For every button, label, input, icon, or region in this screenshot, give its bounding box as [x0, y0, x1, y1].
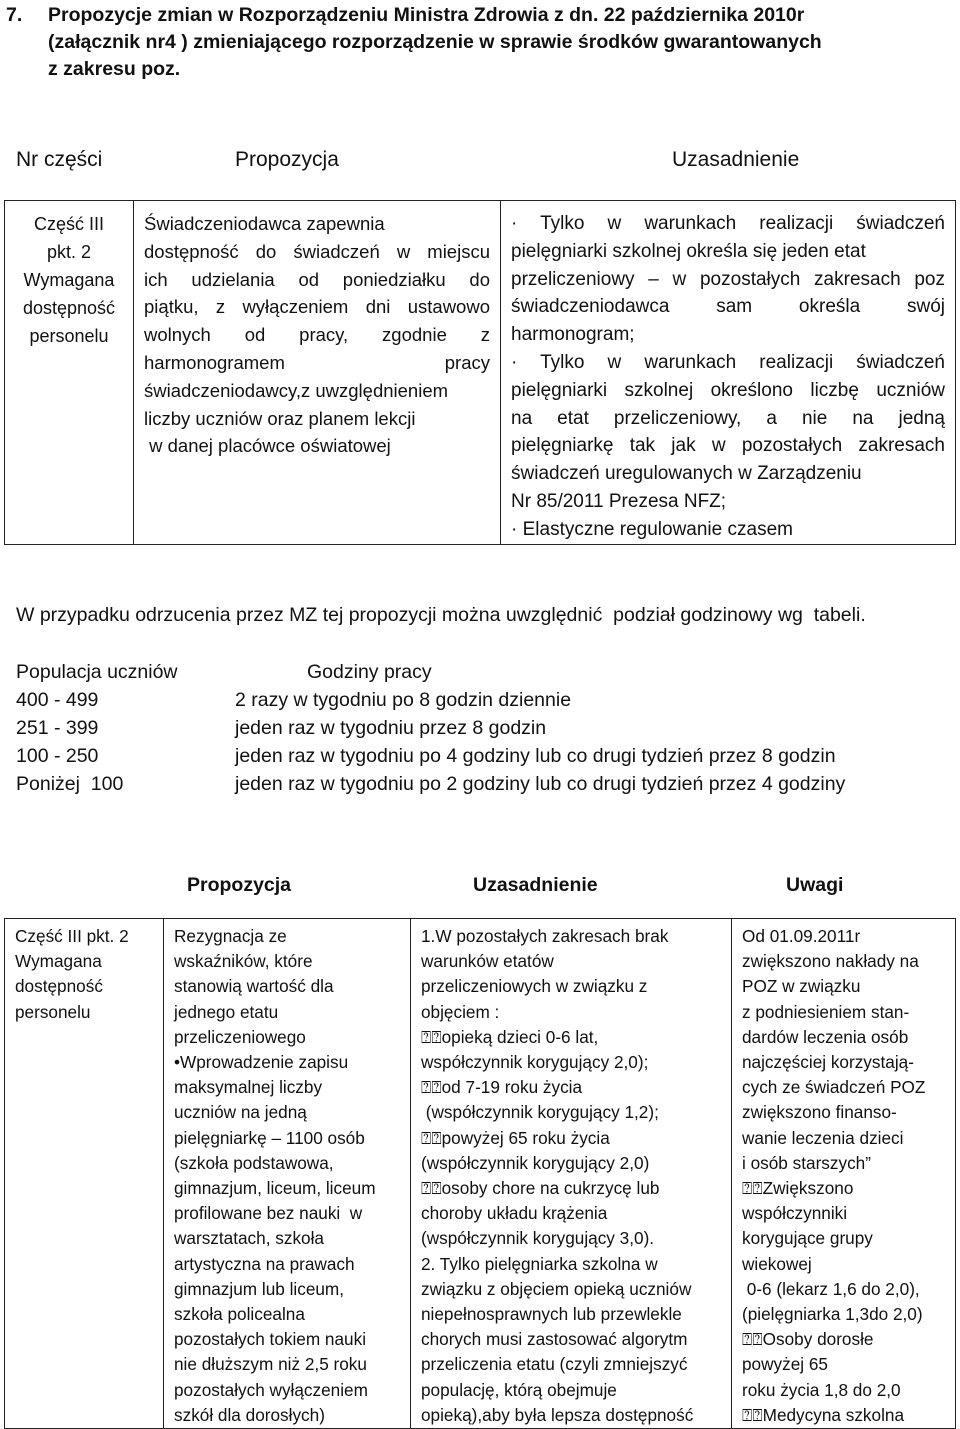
cell-line: Wymagana	[23, 270, 115, 290]
cell-line: POZ w związku	[742, 976, 861, 997]
cell-line: ⍰⍰powyżej 65 roku życia	[421, 1127, 610, 1148]
cell-line: jednego etatu	[174, 1001, 279, 1022]
cell-line: personelu	[29, 326, 109, 346]
column-header-propozycja: Propozycja	[235, 148, 339, 171]
proposal-table-2	[4, 918, 956, 1429]
cell-line: dostępność	[15, 976, 103, 997]
header-population: Populacja uczniów	[16, 661, 178, 683]
cell-line: współczynniki	[742, 1203, 848, 1224]
cell-line: szkoła policealna	[174, 1304, 305, 1325]
cell-line: (współczynnik korygujący 3,0).	[421, 1228, 655, 1249]
cell-line: wskaźników, które	[174, 951, 313, 972]
work-hours: jeden raz w tygodniu przez 8 godzin	[235, 717, 547, 739]
cell-line: w danej placówce oświatowej	[144, 435, 391, 457]
cell-line: choroby układu krążenia	[421, 1203, 608, 1224]
cell-line: 0-6 (lekarz 1,6 do 2,0),	[742, 1278, 920, 1299]
cell-line: przeliczeniowego	[174, 1026, 306, 1047]
cell-line: i osób starszych”	[742, 1152, 871, 1173]
cell-line: (współczynnik korygujący 2,0)	[421, 1152, 650, 1173]
cell-line: (pielęgniarka 1,3do 2,0)	[742, 1304, 923, 1325]
cell-line: przeliczenia etatu (czyli zmniejszyć	[421, 1354, 688, 1375]
cell-line: pozostałych tokiem nauki	[174, 1329, 367, 1350]
work-hours: 2 razy w tygodniu po 8 godzin dziennie	[235, 689, 572, 711]
cell-line: objęciem :	[421, 1001, 500, 1022]
cell-line: (współczynnik korygujący 1,2);	[421, 1102, 659, 1123]
cell-line: wanie leczenia dzieci	[742, 1127, 904, 1148]
population-range: 100 - 250	[16, 745, 99, 767]
cell-line: świadczeniodawca sam określa swój	[511, 296, 945, 318]
cell-line: pozostałych wyłączeniem	[174, 1379, 368, 1400]
cell-line: ⍰⍰osoby chore na cukrzycę lub	[421, 1178, 660, 1199]
cell-line: •Wprowadzenie zapisu	[174, 1052, 349, 1073]
cell-line: 2. Tylko pielęgniarka szkolna w	[421, 1253, 658, 1274]
cell-line: dostępność	[22, 298, 116, 318]
cell-line: najczęściej korzystają-	[742, 1052, 914, 1073]
cell-line: wiekowej	[742, 1253, 812, 1274]
cell-line: uczniów na jedną	[174, 1102, 307, 1123]
cell-line: korygujące grupy	[742, 1228, 873, 1249]
cell-line: warunków etatów	[421, 951, 554, 972]
cell-line: personelu	[15, 1001, 91, 1022]
heading-line: Propozycje zmian w Rozporządzeniu Ministra Zdrowia z dn. 22 października 2010r	[48, 4, 805, 26]
part-cell	[5, 919, 164, 1429]
cell-line: zwiększono finanso-	[742, 1102, 897, 1123]
cell-line: Nr 85/2011 Prezesa NFZ;	[511, 490, 727, 512]
cell-line: ⍰⍰Osoby dorosłe	[742, 1329, 874, 1350]
cell-line: zwiększono nakłady na	[742, 951, 919, 972]
cell-line: pielęgniarki szkolnej określa się jeden etat	[511, 240, 866, 262]
cell-line: ⍰⍰Zwiększono	[742, 1178, 854, 1199]
proposal-cell	[164, 919, 411, 1429]
cell-line: chorych musi zastosować algorytm	[421, 1329, 688, 1350]
body-paragraph: W przypadku odrzucenia przez MZ tej propozycji można uwzględnić podział godzinowy wg tabeli.	[16, 604, 866, 626]
column-header-uwagi: Uwagi	[786, 874, 844, 896]
cell-line: dostępność do świadczeń w miejscu	[144, 240, 490, 262]
population-range: 400 - 499	[16, 689, 99, 711]
column-header-propozycja: Propozycja	[187, 874, 292, 896]
cell-line: gimnazjum lub liceum,	[174, 1278, 345, 1299]
cell-line: harmonogram;	[511, 324, 635, 346]
proposal-cell	[134, 201, 501, 545]
cell-line: przeliczeniowy – w pozostałych zakresach poz	[511, 268, 945, 290]
cell-line: wolnych od pracy, zgodnie z	[144, 324, 490, 346]
cell-line: pielęgniarkę tak jak w pozostałych zakresach	[511, 435, 945, 457]
cell-line: maksymalnej liczby	[174, 1077, 323, 1098]
cell-line: pielęgniarki szkolnej określono liczbę uczniów	[511, 379, 945, 401]
cell-line: roku życia 1,8 do 2,0	[742, 1379, 901, 1400]
table-row	[5, 919, 956, 1429]
cell-line: świadczeń uregulowanych w Zarządzeniu	[511, 463, 862, 485]
justification-cell	[501, 201, 956, 545]
cell-line: cych ze świadczeń POZ	[742, 1077, 926, 1098]
proposal-table	[4, 200, 956, 545]
cell-line: powyżej 65	[742, 1354, 828, 1375]
part-cell	[5, 201, 134, 545]
cell-line: Część III pkt. 2	[15, 926, 129, 946]
cell-line: populację, którą obejmuje	[421, 1379, 617, 1400]
cell-line: Wymagana	[15, 951, 102, 972]
cell-line: ⍰⍰Medycyna szkolna	[742, 1404, 905, 1425]
cell-line: dardów leczenia osób	[742, 1026, 909, 1047]
work-hours: jeden raz w tygodniu po 4 godziny lub co drugi tydzień przez 8 godzin	[235, 745, 836, 767]
section-number: 7.	[6, 4, 23, 26]
bullet-item: · Tylko w warunkach realizacji świadczeń	[511, 351, 945, 373]
section-heading	[6, 2, 953, 83]
cell-line: 1.W pozostałych zakresach brak	[421, 926, 669, 946]
population-range: 251 - 399	[16, 717, 99, 739]
cell-line: pielęgniarkę – 1100 osób	[174, 1127, 365, 1148]
heading-line: z zakresu poz.	[48, 58, 181, 80]
table-row	[5, 201, 956, 545]
cell-line: ⍰⍰opieką dzieci 0-6 lat,	[421, 1026, 599, 1047]
cell-line: Rezygnacja ze	[174, 926, 287, 946]
cell-line: świadczeniodawcy,z uwzględnieniem	[144, 379, 449, 401]
remarks-cell	[732, 919, 956, 1429]
cell-line: niepełnosprawnych lub przewlekle	[421, 1304, 682, 1325]
cell-line: związku z objęciem opieką uczniów	[421, 1278, 692, 1299]
justification-cell	[411, 919, 732, 1429]
cell-line: Część III	[33, 214, 104, 234]
cell-line: przeliczeniowych w związku z	[421, 976, 648, 997]
cell-line: liczby uczniów oraz planem lekcji	[144, 407, 416, 429]
cell-line: opieką),aby była lepsza dostępność	[421, 1404, 694, 1425]
cell-line: szkół dla dorosłych)	[174, 1404, 325, 1425]
cell-line: pkt. 2	[46, 242, 92, 262]
cell-line: (szkoła podstawowa,	[174, 1152, 334, 1173]
column-header-nr: Nr części	[16, 148, 103, 171]
column-header-uzasadnienie: Uzasadnienie	[672, 148, 800, 171]
cell-line: nie dłuższym niż 2,5 roku	[174, 1354, 367, 1375]
cell-line: harmonogramem pracy	[144, 351, 490, 373]
cell-line: współczynnik korygujący 2,0);	[421, 1052, 649, 1073]
header-hours: Godziny pracy	[307, 661, 432, 683]
cell-line: gimnazjum, liceum, liceum	[174, 1178, 376, 1199]
work-hours: jeden raz w tygodniu po 2 godziny lub co drugi tydzień przez 4 godziny	[235, 773, 846, 795]
heading-line: (załącznik nr4 ) zmieniającego rozporządzenie w sprawie środków gwarantowanych	[48, 31, 822, 53]
cell-line: piątku, z wyłączeniem dni ustawowo	[144, 296, 490, 318]
cell-line: Od 01.09.2011r	[742, 926, 861, 946]
cell-line: warsztatach, szkoła	[174, 1228, 324, 1249]
cell-line: ich udzielania od poniedziałku do	[144, 268, 490, 290]
cell-line: ⍰⍰od 7-19 roku życia	[421, 1077, 583, 1098]
cell-line: profilowane bez nauki w	[174, 1203, 363, 1224]
bullet-item: · Elastyczne regulowanie czasem	[511, 518, 793, 540]
cell-line: na etat przeliczeniowy, a nie na jedną	[511, 407, 945, 429]
cell-line: z podniesieniem stan-	[742, 1001, 910, 1022]
cell-line: Świadczeniodawca zapewnia	[144, 213, 385, 234]
population-range: Poniżej 100	[16, 773, 124, 795]
column-header-uzasadnienie: Uzasadnienie	[473, 874, 598, 896]
bullet-item: · Tylko w warunkach realizacji świadczeń	[511, 213, 945, 234]
cell-line: stanowią wartość dla	[174, 976, 334, 997]
cell-line: artystyczna na prawach	[174, 1253, 355, 1274]
